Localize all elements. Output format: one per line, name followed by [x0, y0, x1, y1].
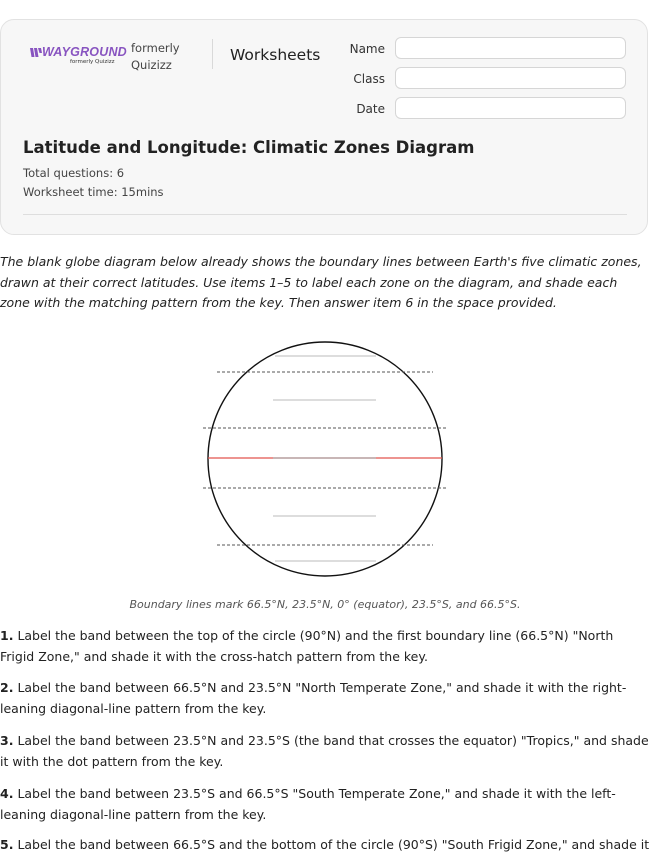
- globe-outline: [208, 342, 442, 576]
- question-number: 4.: [0, 786, 14, 801]
- question-item: [0, 678, 650, 719]
- name-label: Name: [349, 42, 385, 56]
- logo-wordmark: WAYGROUND: [42, 45, 127, 59]
- worksheet-time: Worksheet time: 15mins: [23, 185, 164, 199]
- worksheets-label: Worksheets: [230, 46, 321, 64]
- question-item: [0, 731, 650, 772]
- question-number: 3.: [0, 733, 14, 748]
- formerly-note: [131, 40, 180, 74]
- quizizz-line: Quizizz: [131, 58, 172, 72]
- question-text: Label the band between 23.5°S and 66.5°S "South Temperate Zone," and shade it with the left-leaning diagonal-line pattern from the key.: [0, 786, 616, 822]
- question-item: [0, 835, 650, 856]
- instructions-text: The blank globe diagram below already shows the boundary lines between Earth's five climatic zones, drawn at their correct latitudes. Use items 1–5 to label each zone on the diagram, and shade each zone with the matching pattern from the key. Then answer item 6 in the space provided.: [0, 254, 642, 310]
- total-questions: Total questions: 6: [23, 166, 125, 180]
- question-text: Label the band between 23.5°N and 23.5°S (the band that crosses the equator) "Tropics," and shade it with the dot pattern from the key.: [0, 733, 649, 769]
- formerly-line: formerly: [131, 41, 180, 55]
- question-text: Label the band between 66.5°S and the bottom of the circle (90°S) "South Frigid Zone," and shade it: [17, 837, 650, 852]
- header-bottom-divider: [23, 214, 627, 215]
- question-item: [0, 626, 650, 667]
- class-label: Class: [353, 72, 385, 86]
- header-divider: [212, 39, 213, 69]
- worksheet-title: Latitude and Longitude: Climatic Zones Diagram: [23, 138, 475, 157]
- logo-subtext: formerly Quizizz: [70, 59, 115, 65]
- logo-mark-icon: [30, 47, 42, 58]
- date-label: Date: [356, 102, 385, 116]
- wayground-logo: [30, 45, 127, 67]
- question-text: Label the band between 66.5°N and 23.5°N "North Temperate Zone," and shade it with the right-leaning diagonal-line pattern from the key.: [0, 680, 627, 716]
- diagram-caption: Boundary lines mark 66.5°N, 23.5°N, 0° (equator), 23.5°S, and 66.5°S.: [129, 598, 521, 611]
- question-number: 2.: [0, 680, 14, 695]
- class-field[interactable]: [395, 67, 626, 89]
- question-item: [0, 784, 650, 825]
- globe-diagram: [0, 330, 650, 590]
- question-number: 5.: [0, 837, 14, 852]
- question-text: Label the band between the top of the circle (90°N) and the first boundary line (66.5°N) "North Frigid Zone," and shade it with the cross-hatch pattern from the key.: [0, 628, 614, 664]
- question-number: 1.: [0, 628, 14, 643]
- date-field[interactable]: [395, 97, 626, 119]
- name-field[interactable]: [395, 37, 626, 59]
